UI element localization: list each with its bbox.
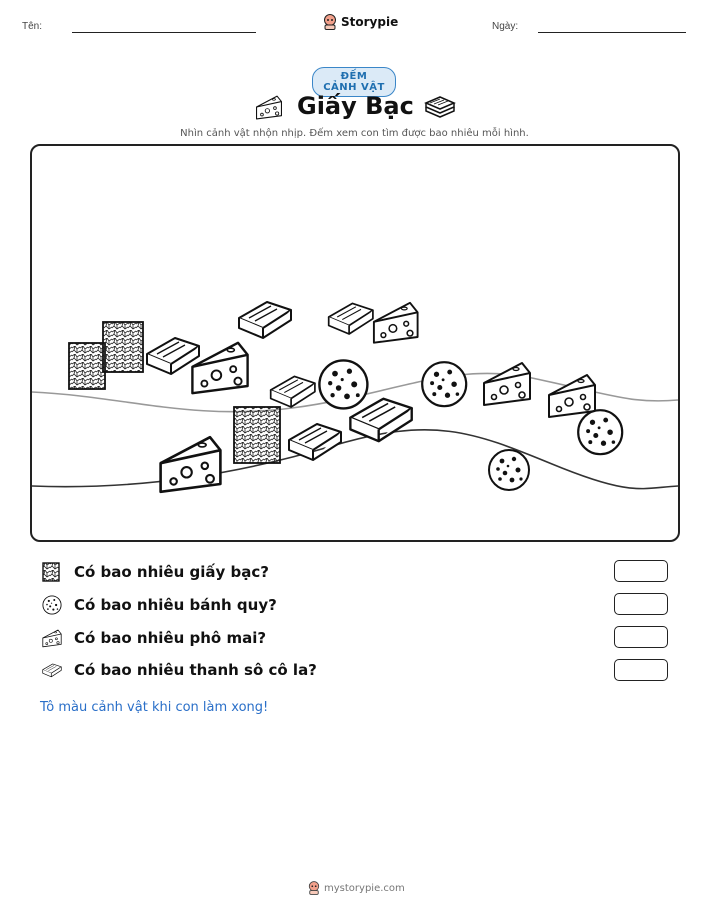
question-row [42,562,269,582]
brand-logo [323,14,398,30]
chocolate-bar [147,338,199,374]
chocolate-bar [271,376,315,407]
question-row [42,661,317,679]
foil-sheet [103,322,143,372]
chocolate-bar-icon [42,661,62,679]
question-text: Có bao nhiêu thanh sô cô la? [74,661,317,679]
brand-name: Storypie [341,15,399,29]
scene-illustration [32,146,678,540]
site-url[interactable]: mystorypie.com [324,882,405,894]
answer-box[interactable] [614,659,668,681]
question-row [42,628,266,648]
cookie [319,360,367,408]
date-label: Ngày: [492,21,519,32]
chocolate-bar [350,399,411,441]
question-text: Có bao nhiêu phô mai? [74,629,267,647]
name-label: Tên: [22,21,43,32]
question-text: Có bao nhiêu giấy bạc? [74,563,269,581]
name-field[interactable] [72,32,256,33]
cookie [489,450,529,490]
storypie-mascot-icon [308,881,320,895]
answer-box[interactable] [614,626,668,648]
chocolate-bar [329,303,373,334]
chocolate-bar [289,424,341,460]
cheese-wedge [374,303,418,343]
page-title: Giấy Bạc [297,92,414,120]
site-footer [308,881,405,895]
instructions: Nhìn cảnh vật nhộn nhịp. Đếm xem con tìm được bao nhiêu mỗi hình. [180,128,529,139]
coloring-note: Tô màu cảnh vật khi con làm xong! [40,700,269,715]
cheese-wedge [484,363,530,405]
cookie-icon [42,595,62,615]
foil-icon [42,562,60,582]
storypie-mascot-icon [323,14,337,30]
counting-scene [30,144,680,542]
question-row [42,595,277,615]
foil-sheet [69,343,105,389]
foil-sheet [234,407,280,463]
date-field[interactable] [538,32,686,33]
answer-box[interactable] [614,593,668,615]
answer-box[interactable] [614,560,668,582]
title-foil-stack-icon [424,95,456,119]
chocolate-bar [239,302,291,338]
cheese-wedge [161,437,221,492]
title-cheese-icon [254,94,284,120]
activity-badge: ĐẾM CẢNH VẬT [312,67,396,97]
cheese-wedge [549,375,595,417]
cookie [422,362,466,406]
question-text: Có bao nhiêu bánh quy? [74,596,277,614]
cookie [578,410,622,454]
cheese-wedge [192,343,247,393]
cheese-icon [42,628,62,648]
